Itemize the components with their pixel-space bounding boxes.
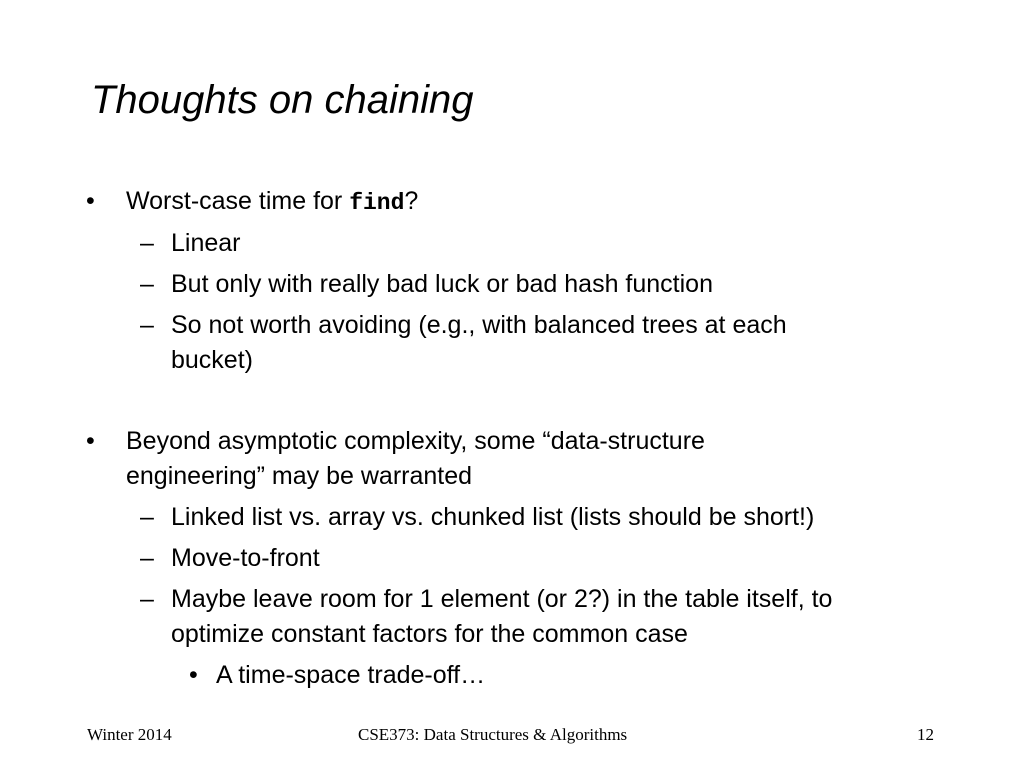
bullet-text-end: ? [404, 187, 419, 215]
bullet-text: Worst-case time for [126, 187, 350, 215]
footer-page-number: 12 [917, 725, 934, 744]
sub-bullet-not-worth-line-1: So not worth avoiding (e.g., with balanced trees at each [171, 311, 787, 339]
sub-sub-bullet-trade-off: A time-space trade-off… [216, 661, 486, 689]
sub-bullet-linked-list: Linked list vs. array vs. chunked list (lists should be short!) [171, 503, 815, 531]
bullet-marker: • [86, 427, 95, 455]
sub-sub-bullet-marker: • [189, 661, 198, 689]
footer-course-title: CSE373: Data Structures & Algorithms [358, 725, 628, 744]
bullet-beyond-line-1: Beyond asymptotic complexity, some “data-structure [126, 427, 705, 455]
sub-bullet-move-to-front: Move-to-front [171, 544, 320, 572]
sub-bullet-linear: Linear [171, 229, 241, 257]
sub-bullet-marker: – [140, 544, 154, 572]
sub-bullet-not-worth-line-2: bucket) [171, 346, 253, 374]
sub-bullet-marker: – [140, 270, 154, 298]
sub-bullet-bad-luck: But only with really bad luck or bad hash function [171, 270, 713, 298]
sub-bullet-marker: – [140, 503, 154, 531]
sub-bullet-leave-room-line-2: optimize constant factors for the common case [171, 620, 688, 648]
sub-bullet-marker: – [140, 311, 154, 339]
footer-date: Winter 2014 [87, 725, 172, 744]
sub-bullet-marker: – [140, 585, 154, 613]
bullet-beyond-line-2: engineering” may be warranted [126, 462, 473, 490]
sub-bullet-leave-room-line-1: Maybe leave room for 1 element (or 2?) in the table itself, to [171, 585, 833, 613]
slide-title: Thoughts on chaining [91, 78, 474, 122]
bullet-worst-case-find [126, 186, 418, 218]
bullet-marker: • [86, 187, 95, 215]
code-find: find [349, 190, 405, 216]
sub-bullet-marker: – [140, 229, 154, 257]
